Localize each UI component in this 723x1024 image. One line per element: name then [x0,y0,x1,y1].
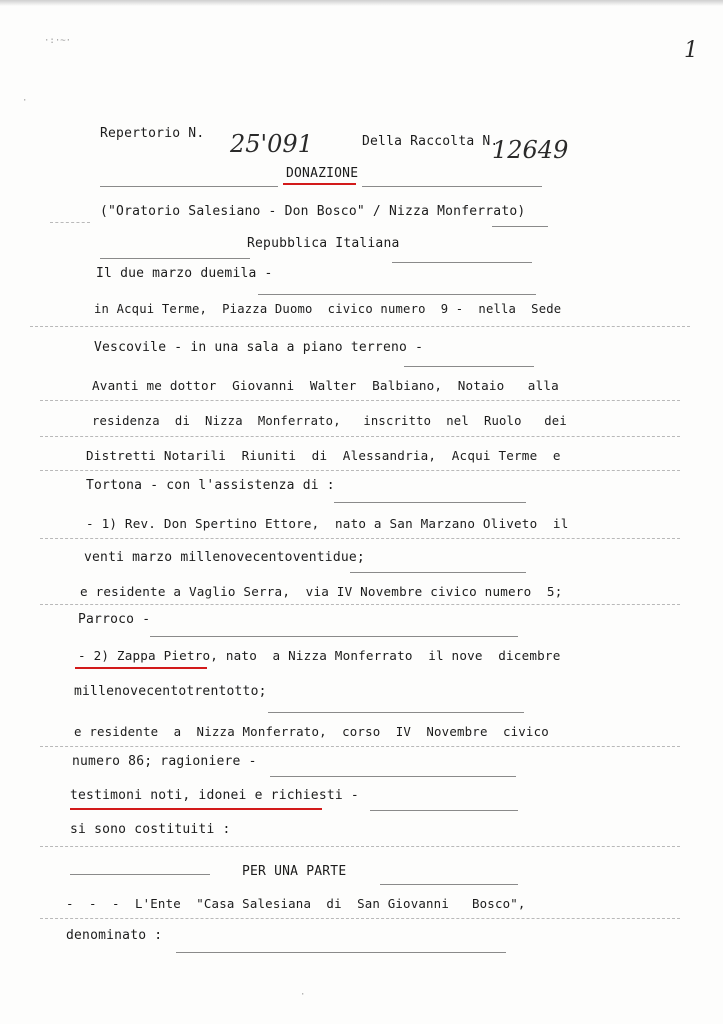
text-line: - 2) Zappa Pietro, nato a Nizza Monferrato il nove dicembre [78,648,561,663]
fill-line [370,810,518,811]
scan-dash [50,222,90,223]
text-line: Distretti Notarili Riuniti di Alessandria, Acqui Terme e [86,448,561,463]
raccolta-number: 12649 [492,136,569,164]
page-number: 1 [684,38,698,63]
text-line: Vescovile - in una sala a piano terreno - [94,340,424,355]
text-line: - 1) Rev. Don Spertino Ettore, nato a San Marzano Oliveto il [86,516,569,531]
repertorio-label: Repertorio N. [100,126,205,141]
text-line: denominato : [66,928,163,943]
text-line: residenza di Nizza Monferrato, inscritto nel Ruolo dei [92,414,567,428]
scan-dash [40,538,680,539]
text-line: Il due marzo duemila - [96,266,273,281]
text-line: testimoni noti, idonei e richiesti - [70,788,359,803]
fill-line [268,712,524,713]
text-line: Avanti me dottor Giovanni Walter Balbiano, Notaio alla [92,378,559,393]
scan-top-edge [0,0,723,6]
fill-line [334,502,526,503]
text-line: Tortona - con l'assistenza di : [86,478,335,493]
document-title: DONAZIONE [286,166,359,181]
scan-dash [40,436,680,437]
scan-speck: · [22,96,28,106]
fill-line [270,776,516,777]
document-subtitle: ("Oratorio Salesiano - Don Bosco" / Nizza Monferrato) [100,204,526,219]
text-line: - - - L'Ente "Casa Salesiana di San Giovanni Bosco", [66,896,526,911]
scan-dash [40,746,680,747]
scan-dash [40,846,680,847]
fill-line [150,636,518,637]
scan-dash [40,400,680,401]
fill-line [100,186,278,187]
raccolta-label: Della Raccolta N. [362,134,499,149]
scan-dash [40,604,680,605]
repertorio-number: 25'091 [230,130,313,158]
fill-line [380,884,518,885]
fill-line [100,258,250,259]
scan-speck: · [300,990,306,1000]
text-line: millenovecentotrentotto; [74,684,267,699]
title-underline [283,183,356,185]
fill-line [492,226,548,227]
name-underline [75,667,207,669]
witnesses-underline [70,808,322,810]
scan-dash [30,326,690,327]
fill-line [350,572,526,573]
text-line: Parroco - [78,612,151,627]
party-heading: PER UNA PARTE [242,864,347,879]
fill-line [392,262,532,263]
fill-line [176,952,506,953]
text-line: venti marzo millenovecentoventidue; [84,550,365,565]
text-line: si sono costituiti : [70,822,231,837]
text-line: in Acqui Terme, Piazza Duomo civico numero 9 - nella Sede [94,302,562,316]
fill-line [362,186,542,187]
scan-dash [40,470,680,471]
fill-line [70,874,210,875]
scan-speck: ·:·~· [44,36,72,46]
scan-dash [40,918,680,919]
text-line: numero 86; ragioniere - [72,754,257,769]
republic-heading: Repubblica Italiana [247,236,400,251]
text-line: e residente a Vaglio Serra, via IV Novembre civico numero 5; [80,584,563,599]
fill-line [258,294,536,295]
fill-line [404,366,534,367]
text-line: e residente a Nizza Monferrato, corso IV Novembre civico [74,724,549,739]
